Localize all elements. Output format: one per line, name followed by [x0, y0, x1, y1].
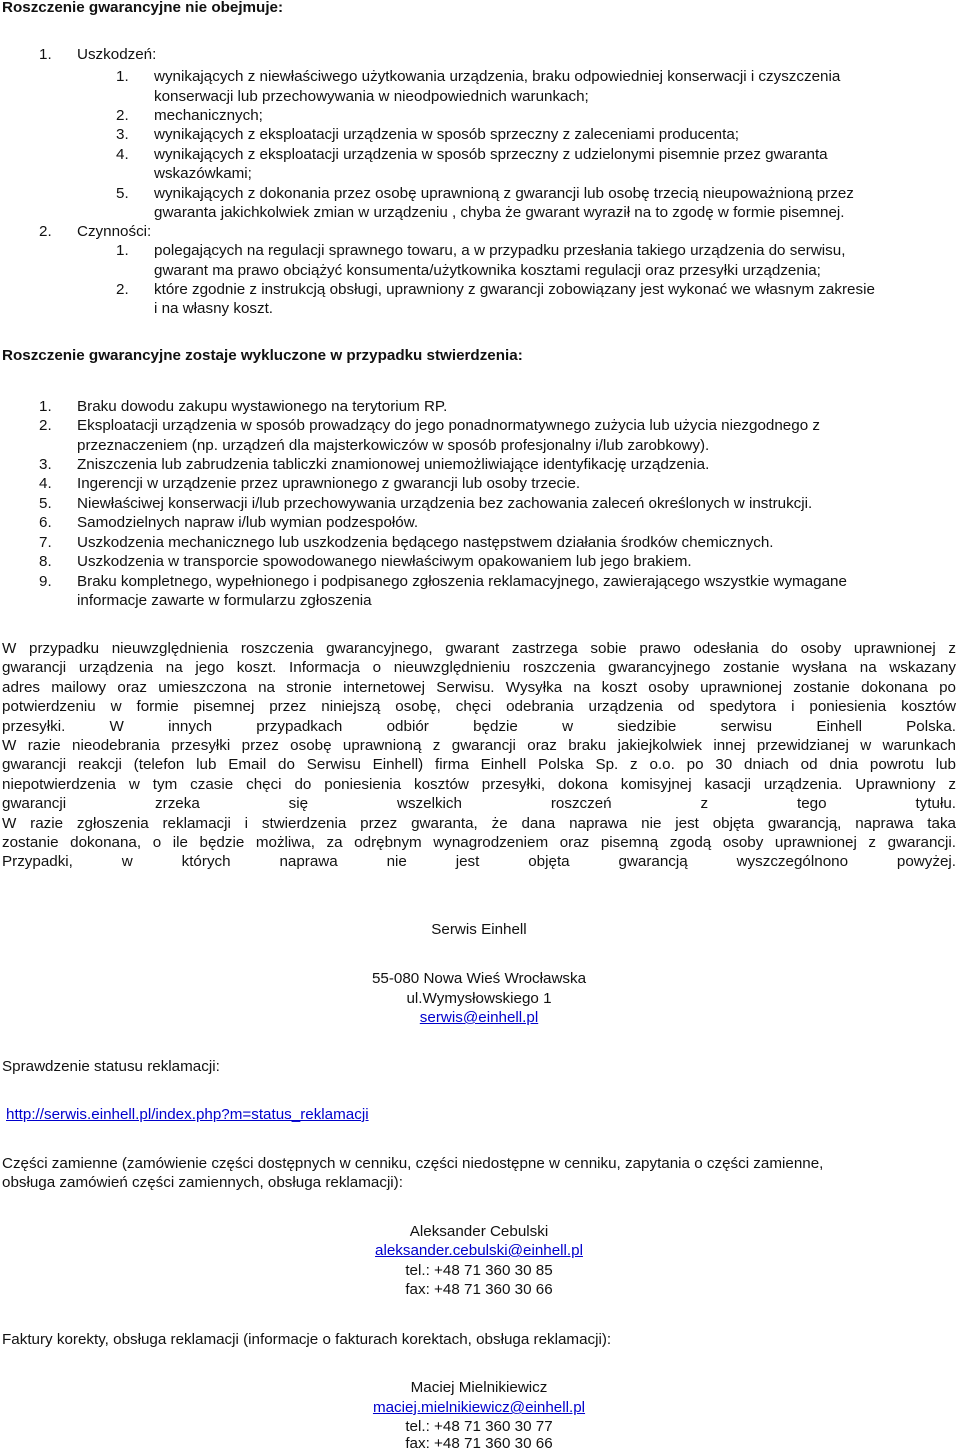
list-item-text: informacje zawarte w formularzu zgłoszenia [77, 592, 372, 609]
list-item-text: polegających na regulacji sprawnego towaru, a w przypadku przesłania takiego urządzenia do serwisu, [154, 242, 846, 259]
parts-label: obsługa zamówień części zamiennych, obsługa reklamacji): [2, 1174, 403, 1191]
paragraph-line: gwarancji zrzeka się wszelkich roszczeń z tego tytułu. [2, 795, 956, 812]
list-item-number: 4. [116, 146, 129, 163]
list-item-text: gwaranta jakichkolwiek zmian w urządzeniu , chyba że gwarant wyraził na to zgodę w formie pisemnej. [154, 204, 845, 221]
contact-email-link[interactable]: aleksander.cebulski@einhell.pl [375, 1242, 583, 1259]
list-item-text: Eksploatacji urządzenia w sposób prowadzący do jego ponadnormatywnego zużycia lub użycia niezgodnego z [77, 417, 820, 434]
list-item-text: Uszkodzenia w transporcie spowodowanego niewłaściwym opakowaniem lub jego brakiem. [77, 553, 692, 570]
paragraph-line: gwarancji urządzenia na jego koszt. Informacja o nieuwzględnieniu roszczenia gwarancyjnego zostanie wysłana na wskazany [2, 659, 956, 676]
paragraph-line: przesyłki. W innych przypadkach odbiór będzie w siedzibie serwisu Einhell Polska. [2, 718, 956, 735]
paragraph-line: gwarancji reakcji (telefon lub Email do Serwisu Einhell) firma Einhell Polska Sp. z o.o. po 30 dniach od dnia powrotu lub [2, 756, 956, 773]
list-item-number: 2. [116, 281, 129, 298]
contact-name: Maciej Mielnikiewicz [410, 1379, 548, 1396]
paragraph-line: W przypadku nieuwzględnienia roszczenia gwarancyjnego, gwarant zastrzega sobie prawo odesłania do osoby uprawnionej z [2, 640, 956, 657]
heading-excluded: Roszczenie gwarancyjne zostaje wykluczone w przypadku stwierdzenia: [2, 347, 523, 364]
address-line: ul.Wymysłowskiego 1 [406, 990, 552, 1007]
list-item-text: przeznaczeniem (np. urządzeń dla majsterkowiczów w sposób profesjonalny i/lub zarobkowy). [77, 437, 710, 454]
list-item-number: 8. [39, 553, 52, 570]
paragraph-line: W razie nieodebrania przesyłki przez osobę uprawnioną z gwarancji oraz braku jakiejkolwiek innej przewidzianej w warunkach [2, 737, 956, 754]
list-item-text: Niewłaściwej konserwacji i/lub przechowywania urządzenia bez zachowania zaleceń określonych w instrukcji. [77, 495, 813, 512]
list-item-text: Braku kompletnego, wypełnionego i podpisanego zgłoszenia reklamacyjnego, zawierającego wszystkie wymagane [77, 573, 847, 590]
status-url-link[interactable]: http://serwis.einhell.pl/index.php?m=status_reklamacji [6, 1106, 369, 1123]
contact-fax: fax: +48 71 360 30 66 [405, 1435, 553, 1452]
address-line: 55-080 Nowa Wieś Wrocławska [371, 970, 587, 987]
service-name: Serwis Einhell [431, 921, 527, 938]
paragraph-line: potwierdzeniu w formie pisemnej przez niniejszą osobę, chęci odebrania urządzenia od spedytora i poniesienia kosztów [2, 698, 956, 715]
list-item-number: 1. [39, 398, 52, 415]
list-item-text: mechanicznych; [154, 107, 263, 124]
list-item-number: 6. [39, 514, 52, 531]
contact-fax: fax: +48 71 360 30 66 [405, 1281, 553, 1298]
list-item-text: Braku dowodu zakupu wystawionego na terytorium RP. [77, 398, 448, 415]
list-item-number: 9. [39, 573, 52, 590]
heading-not-covered: Roszczenie gwarancyjne nie obejmuje: [2, 0, 284, 16]
paragraph-line: adres mailowy oraz umieszczona na stronie internetowej Serwisu. Wysyłka na koszt osoby uprawnionej zostanie dokonana po [2, 679, 956, 696]
list-item-number: 1. [116, 242, 129, 259]
list-item-text: wynikających z dokonania przez osobę uprawnioną z gwarancji lub osobę trzecią nieupoważnioną przez [154, 185, 854, 202]
paragraph-line: W razie zgłoszenia reklamacji i stwierdzenia przez gwaranta, że dana naprawa nie jest objęta gwarancją, naprawa taka [2, 815, 956, 832]
list-item-text: gwarant ma prawo obciążyć konsumenta/użytkownika kosztami regulacji oraz przesyłki urządzenia; [154, 262, 821, 279]
contact-phone: tel.: +48 71 360 30 77 [405, 1418, 553, 1435]
list-item-number: 7. [39, 534, 52, 551]
list-item-text: wynikających z eksploatacji urządzenia w sposób sprzeczny z udzielonymi pisemnie przez gwaranta [154, 146, 828, 163]
list-item-text: Ingerencji w urządzenie przez uprawnionego z gwarancji lub osoby trzecie. [77, 475, 581, 492]
list-item-number: 2. [39, 417, 52, 434]
paragraph-line: Przypadki, w których naprawa nie jest objęta gwarancją wyszczególnono powyżej. [2, 853, 956, 870]
paragraph-line: niepotwierdzenia w tym czasie chęci do poniesienia kosztów przesyłki, dokona komisyjnej kasacji urządzenia. Uprawniony z [2, 776, 956, 793]
list-item-number: 3. [116, 126, 129, 143]
parts-label: Części zamienne (zamówienie części dostępnych w cenniku, części niedostępne w cenniku, zapytania o części zamienne, [2, 1155, 824, 1172]
section-title: Uszkodzeń: [77, 46, 157, 63]
contact-name: Aleksander Cebulski [409, 1223, 549, 1240]
list-item-number: 2. [116, 107, 129, 124]
list-item-text: wynikających z eksploatacji urządzenia w sposób sprzeczny z zaleceniami producenta; [154, 126, 740, 143]
section-number: 2. [39, 223, 52, 240]
status-label: Sprawdzenie statusu reklamacji: [2, 1058, 220, 1075]
list-item-text: które zgodnie z instrukcją obsługi, uprawniony z gwarancji zobowiązany jest wykonać we własnym zakresie [154, 281, 875, 298]
contact-phone: tel.: +48 71 360 30 85 [405, 1262, 553, 1279]
list-item-number: 4. [39, 475, 52, 492]
invoices-label: Faktury korekty, obsługa reklamacji (informacje o fakturach korektach, obsługa reklamacji): [2, 1331, 612, 1348]
paragraph-line: zostanie dokonana, o ile będzie możliwa, za odrębnym wynagrodzeniem oraz pisemną zgodą osoby uprawnionej z gwarancji. [2, 834, 956, 851]
list-item-number: 1. [116, 68, 129, 85]
section-title: Czynności: [77, 223, 152, 240]
section-number: 1. [39, 46, 52, 63]
list-item-number: 5. [39, 495, 52, 512]
list-item-text: wynikających z niewłaściwego użytkowania urządzenia, braku odpowiedniej konserwacji i czyszczenia [154, 68, 841, 85]
service-email-link[interactable]: serwis@einhell.pl [419, 1009, 539, 1026]
contact-email-link[interactable]: maciej.mielnikiewicz@einhell.pl [372, 1399, 586, 1416]
list-item-text: Zniszczenia lub zabrudzenia tabliczki znamionowej uniemożliwiające identyfikację urządzenia. [77, 456, 710, 473]
list-item-text: Samodzielnych napraw i/lub wymian podzespołów. [77, 514, 419, 531]
list-item-number: 3. [39, 456, 52, 473]
list-item-text: i na własny koszt. [154, 300, 274, 317]
list-item-text: wskazówkami; [154, 165, 252, 182]
list-item-number: 5. [116, 185, 129, 202]
list-item-text: konserwacji lub przechowywania w nieodpowiednich warunkach; [154, 88, 589, 105]
list-item-text: Uszkodzenia mechanicznego lub uszkodzenia będącego następstwem działania środków chemicznych. [77, 534, 774, 551]
